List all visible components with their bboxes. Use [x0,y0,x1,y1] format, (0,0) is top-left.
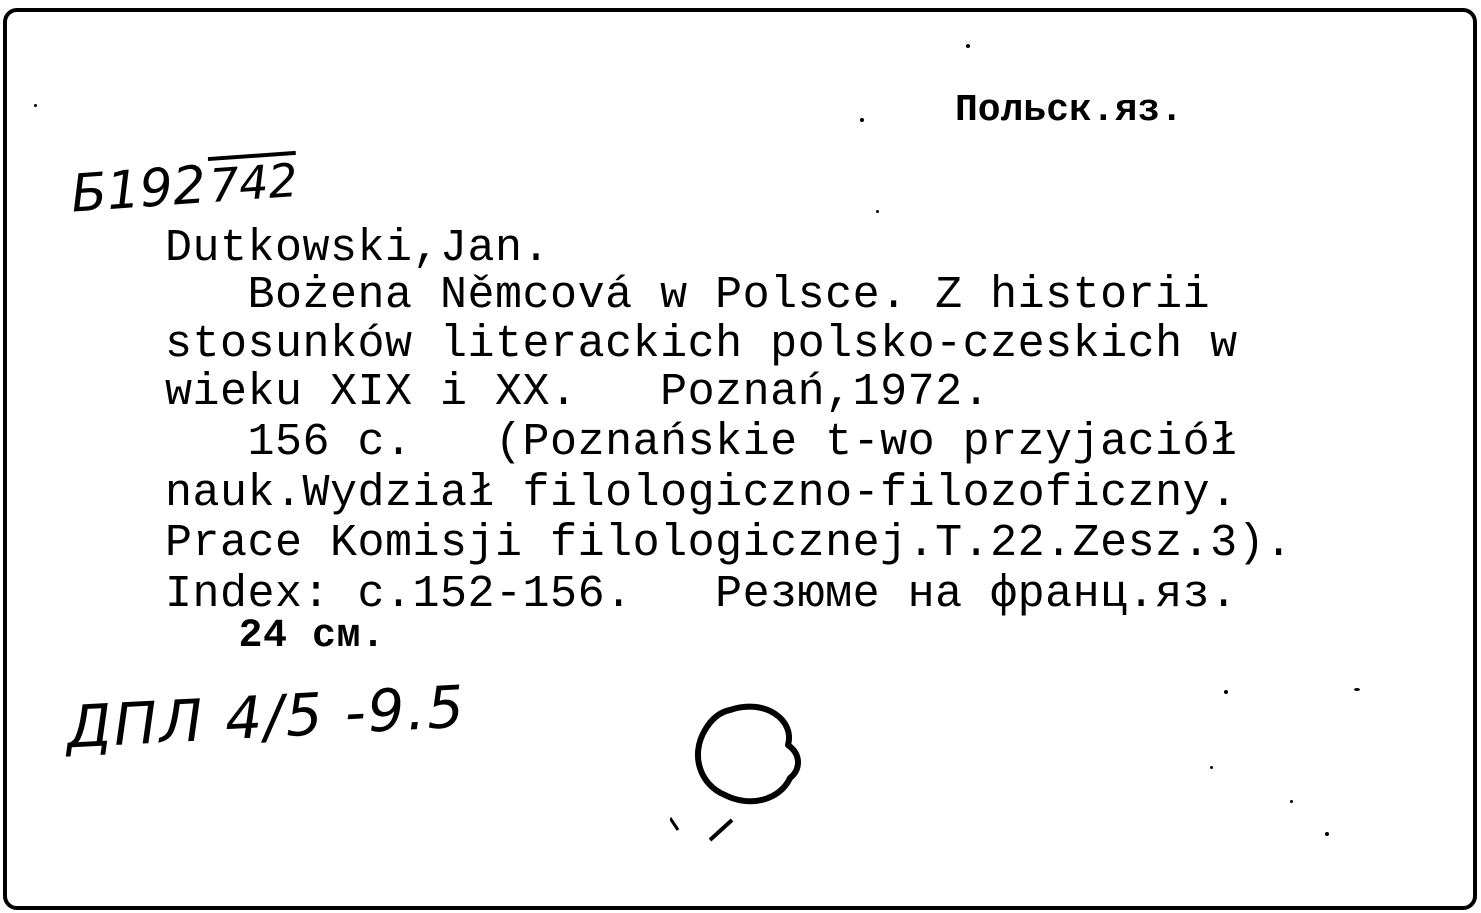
shelf-mark [33,99,300,223]
index-line: Index: c.152-156. Резюме на франц.яз. [165,569,1238,620]
size-line: 24 см. [165,614,386,659]
shelf-mark-fraction: 742 [207,152,300,213]
stamp-circle-icon [670,690,830,860]
scan-speck [1354,688,1360,691]
scan-speck [1325,832,1329,836]
scan-speck [860,118,864,122]
shelf-mark-number: Б192 [69,155,208,225]
scan-speck [1290,800,1293,803]
language-note: Польск.яз. [955,89,1184,132]
scan-speck [966,44,970,48]
handwritten-note: ДПЛ 4/5 -9.5 [64,672,468,762]
series-line-2: nauk.Wydział filologiczno-filozoficzny. [165,468,1238,519]
series-line-3: Prace Komisji filologicznej.T.22.Zesz.3). [165,518,1293,569]
scan-speck [34,104,37,107]
title-line-1: Bożena Němcová w Polsce. Z historii [165,270,1211,321]
scan-speck [1224,690,1228,694]
scan-speck [876,210,879,213]
series-line-1: 156 c. (Poznańskie t-wo przyjaciół [165,417,1238,468]
title-line-3: wieku XIX i XX. Poznań,1972. [165,367,991,418]
author-line: Dutkowski,Jan. [165,223,551,274]
scan-speck [1210,766,1213,769]
title-line-2: stosunków literackich polsko-czeskich w [165,319,1238,370]
